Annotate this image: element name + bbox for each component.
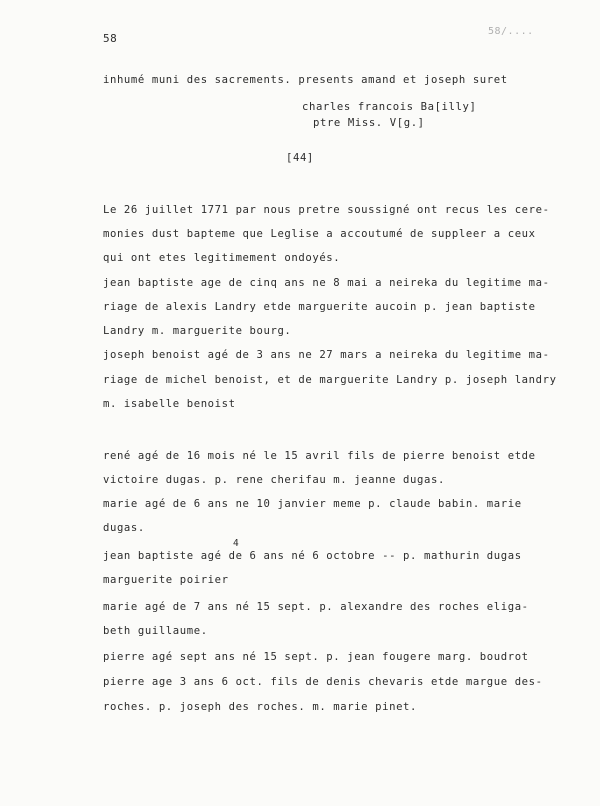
text-line: marguerite poirier xyxy=(103,574,229,586)
intro-line: inhumé muni des sacrements. presents amand et joseph suret xyxy=(103,74,508,86)
text-line: Landry m. marguerite bourg. xyxy=(103,325,292,337)
text-line: riage de michel benoist, et de marguerite Landry p. joseph landry xyxy=(103,374,557,386)
text-line: rené agé de 16 mois né le 15 avril fils de pierre benoist etde xyxy=(103,450,536,462)
text-line: joseph benoist agé de 3 ans ne 27 mars a neireka du legitime ma- xyxy=(103,349,550,361)
text-line: qui ont etes legitimement ondoyés. xyxy=(103,252,341,264)
text-line: beth guillaume. xyxy=(103,625,208,637)
text-line: roches. p. joseph des roches. m. marie pinet. xyxy=(103,701,418,713)
signature-line-1: charles francois Ba[illy] xyxy=(302,101,477,113)
entry-number: [44] xyxy=(286,152,314,164)
text-line: marie agé de 7 ans né 15 sept. p. alexandre des roches eliga- xyxy=(103,601,529,613)
text-line: dugas. xyxy=(103,522,145,534)
text-line: victoire dugas. p. rene cherifau m. jeanne dugas. xyxy=(103,474,445,486)
text-line: jean baptiste agé de 6 ans né 6 octobre -- p. mathurin dugas xyxy=(103,550,522,562)
corner-mark: 58/⁠.... xyxy=(488,26,534,37)
text-line: monies dust bapteme que Leglise a accoutumé de suppleer a ceux xyxy=(103,228,536,240)
text-line: Le 26 juillet 1771 par nous pretre soussigné ont recus les cere- xyxy=(103,204,550,216)
signature-line-2: ptre Miss. V[g.] xyxy=(313,117,425,129)
superscript: 4 xyxy=(233,538,239,549)
text-line: marie agé de 6 ans ne 10 janvier meme p. claude babin. marie xyxy=(103,498,522,510)
text-line: jean baptiste age de cinq ans ne 8 mai a neireka du legitime ma- xyxy=(103,277,550,289)
text-line: riage de alexis Landry etde marguerite aucoin p. jean baptiste xyxy=(103,301,536,313)
text-line: pierre agé sept ans né 15 sept. p. jean fougere marg. boudrot xyxy=(103,651,529,663)
text-line: pierre age 3 ans 6 oct. fils de denis chevaris etde margue des- xyxy=(103,676,543,688)
page-number: 58 xyxy=(103,32,118,45)
text-line: m. isabelle benoist xyxy=(103,398,236,410)
